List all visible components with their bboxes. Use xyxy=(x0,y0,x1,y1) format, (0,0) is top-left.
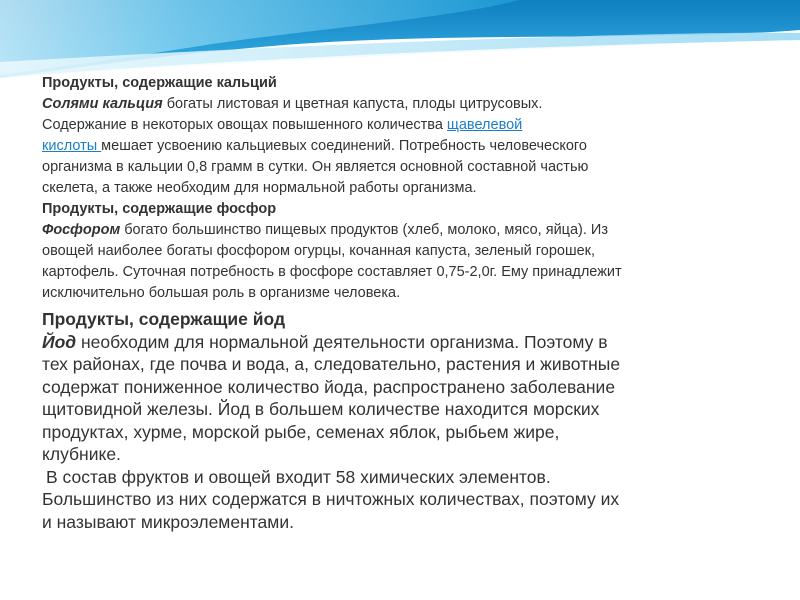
oxalic-acid-link-part1[interactable]: щавелевой xyxy=(446,117,523,133)
phosphorus-section xyxy=(42,199,762,304)
iodine-heading: Продукты, содержащие йод xyxy=(42,309,286,329)
iodine-text4: щитовидной железы. Йод в большем количестве находится морских xyxy=(42,399,600,419)
iodine-text2: тех районах, где почва и вода, а, следовательно, растения и животные xyxy=(42,354,621,374)
calcium-heading: Продукты, содержащие кальций xyxy=(42,75,277,91)
microelements-text3: и называют микроэлементами. xyxy=(42,511,294,532)
calcium-paragraph-line2 xyxy=(42,115,762,136)
iodine-lead: Йод xyxy=(42,331,77,352)
calcium-paragraph-line3 xyxy=(42,136,762,157)
calcium-text4: скелета, а также необходим для нормальной работы организма. xyxy=(42,180,477,196)
phosphorus-text4: исключительно большая роль в организме человека. xyxy=(42,285,401,301)
phosphorus-text1: богато большинство пищевых продуктов (хлеб, молоко, мясо, яйца). Из xyxy=(120,222,609,238)
calcium-paragraph-line1 xyxy=(42,94,762,115)
calcium-section xyxy=(42,73,762,199)
iodine-paragraph-line1 xyxy=(42,331,762,354)
iodine-text5: продуктах, хурме, морской рыбе, семенах яблок, рыбьем жире, xyxy=(42,421,560,442)
header-wave-band xyxy=(0,0,800,80)
phosphorus-text3: картофель. Суточная потребность в фосфоре составляет 0,75-2,0г. Ему принадлежит xyxy=(42,264,622,280)
calcium-line2-start: Содержание в некоторых овощах повышенного количества xyxy=(42,117,447,133)
calcium-text2: мешает усвоению кальциевых соединений. Потребность человеческого xyxy=(101,138,587,154)
iodine-text3: содержат пониженное количество йода, распространено заболевание xyxy=(42,376,616,397)
wave-decoration xyxy=(0,0,800,80)
iodine-text6: клубнике. xyxy=(42,444,121,464)
iodine-text1: необходим для нормальной деятельности организма. Поэтому в xyxy=(76,331,608,352)
calcium-text3: организма в кальции 0,8 грамм в сутки. Он является основной составной частью xyxy=(42,159,589,175)
phosphorus-heading: Продукты, содержащие фосфор xyxy=(42,201,277,217)
microelements-text1: В состав фруктов и овощей входит 58 химических элементов. xyxy=(46,466,551,487)
microelements-text2: Большинство из них содержатся в ничтожных количествах, поэтому их xyxy=(42,489,620,509)
microelements-section xyxy=(42,466,762,534)
phosphorus-paragraph-line1 xyxy=(42,220,762,241)
text-content xyxy=(42,73,762,533)
iodine-section xyxy=(42,308,762,466)
phosphorus-text2: овощей наиболее богаты фосфором огурцы, кочанная капуста, зеленый горошек, xyxy=(42,243,596,259)
calcium-lead: Солями кальция xyxy=(42,96,163,112)
phosphorus-lead: Фосфором xyxy=(42,222,121,238)
calcium-text1: богаты листовая и цветная капуста, плоды цитрусовых. xyxy=(162,96,543,112)
oxalic-acid-link-part2[interactable]: кислоты xyxy=(42,138,102,154)
